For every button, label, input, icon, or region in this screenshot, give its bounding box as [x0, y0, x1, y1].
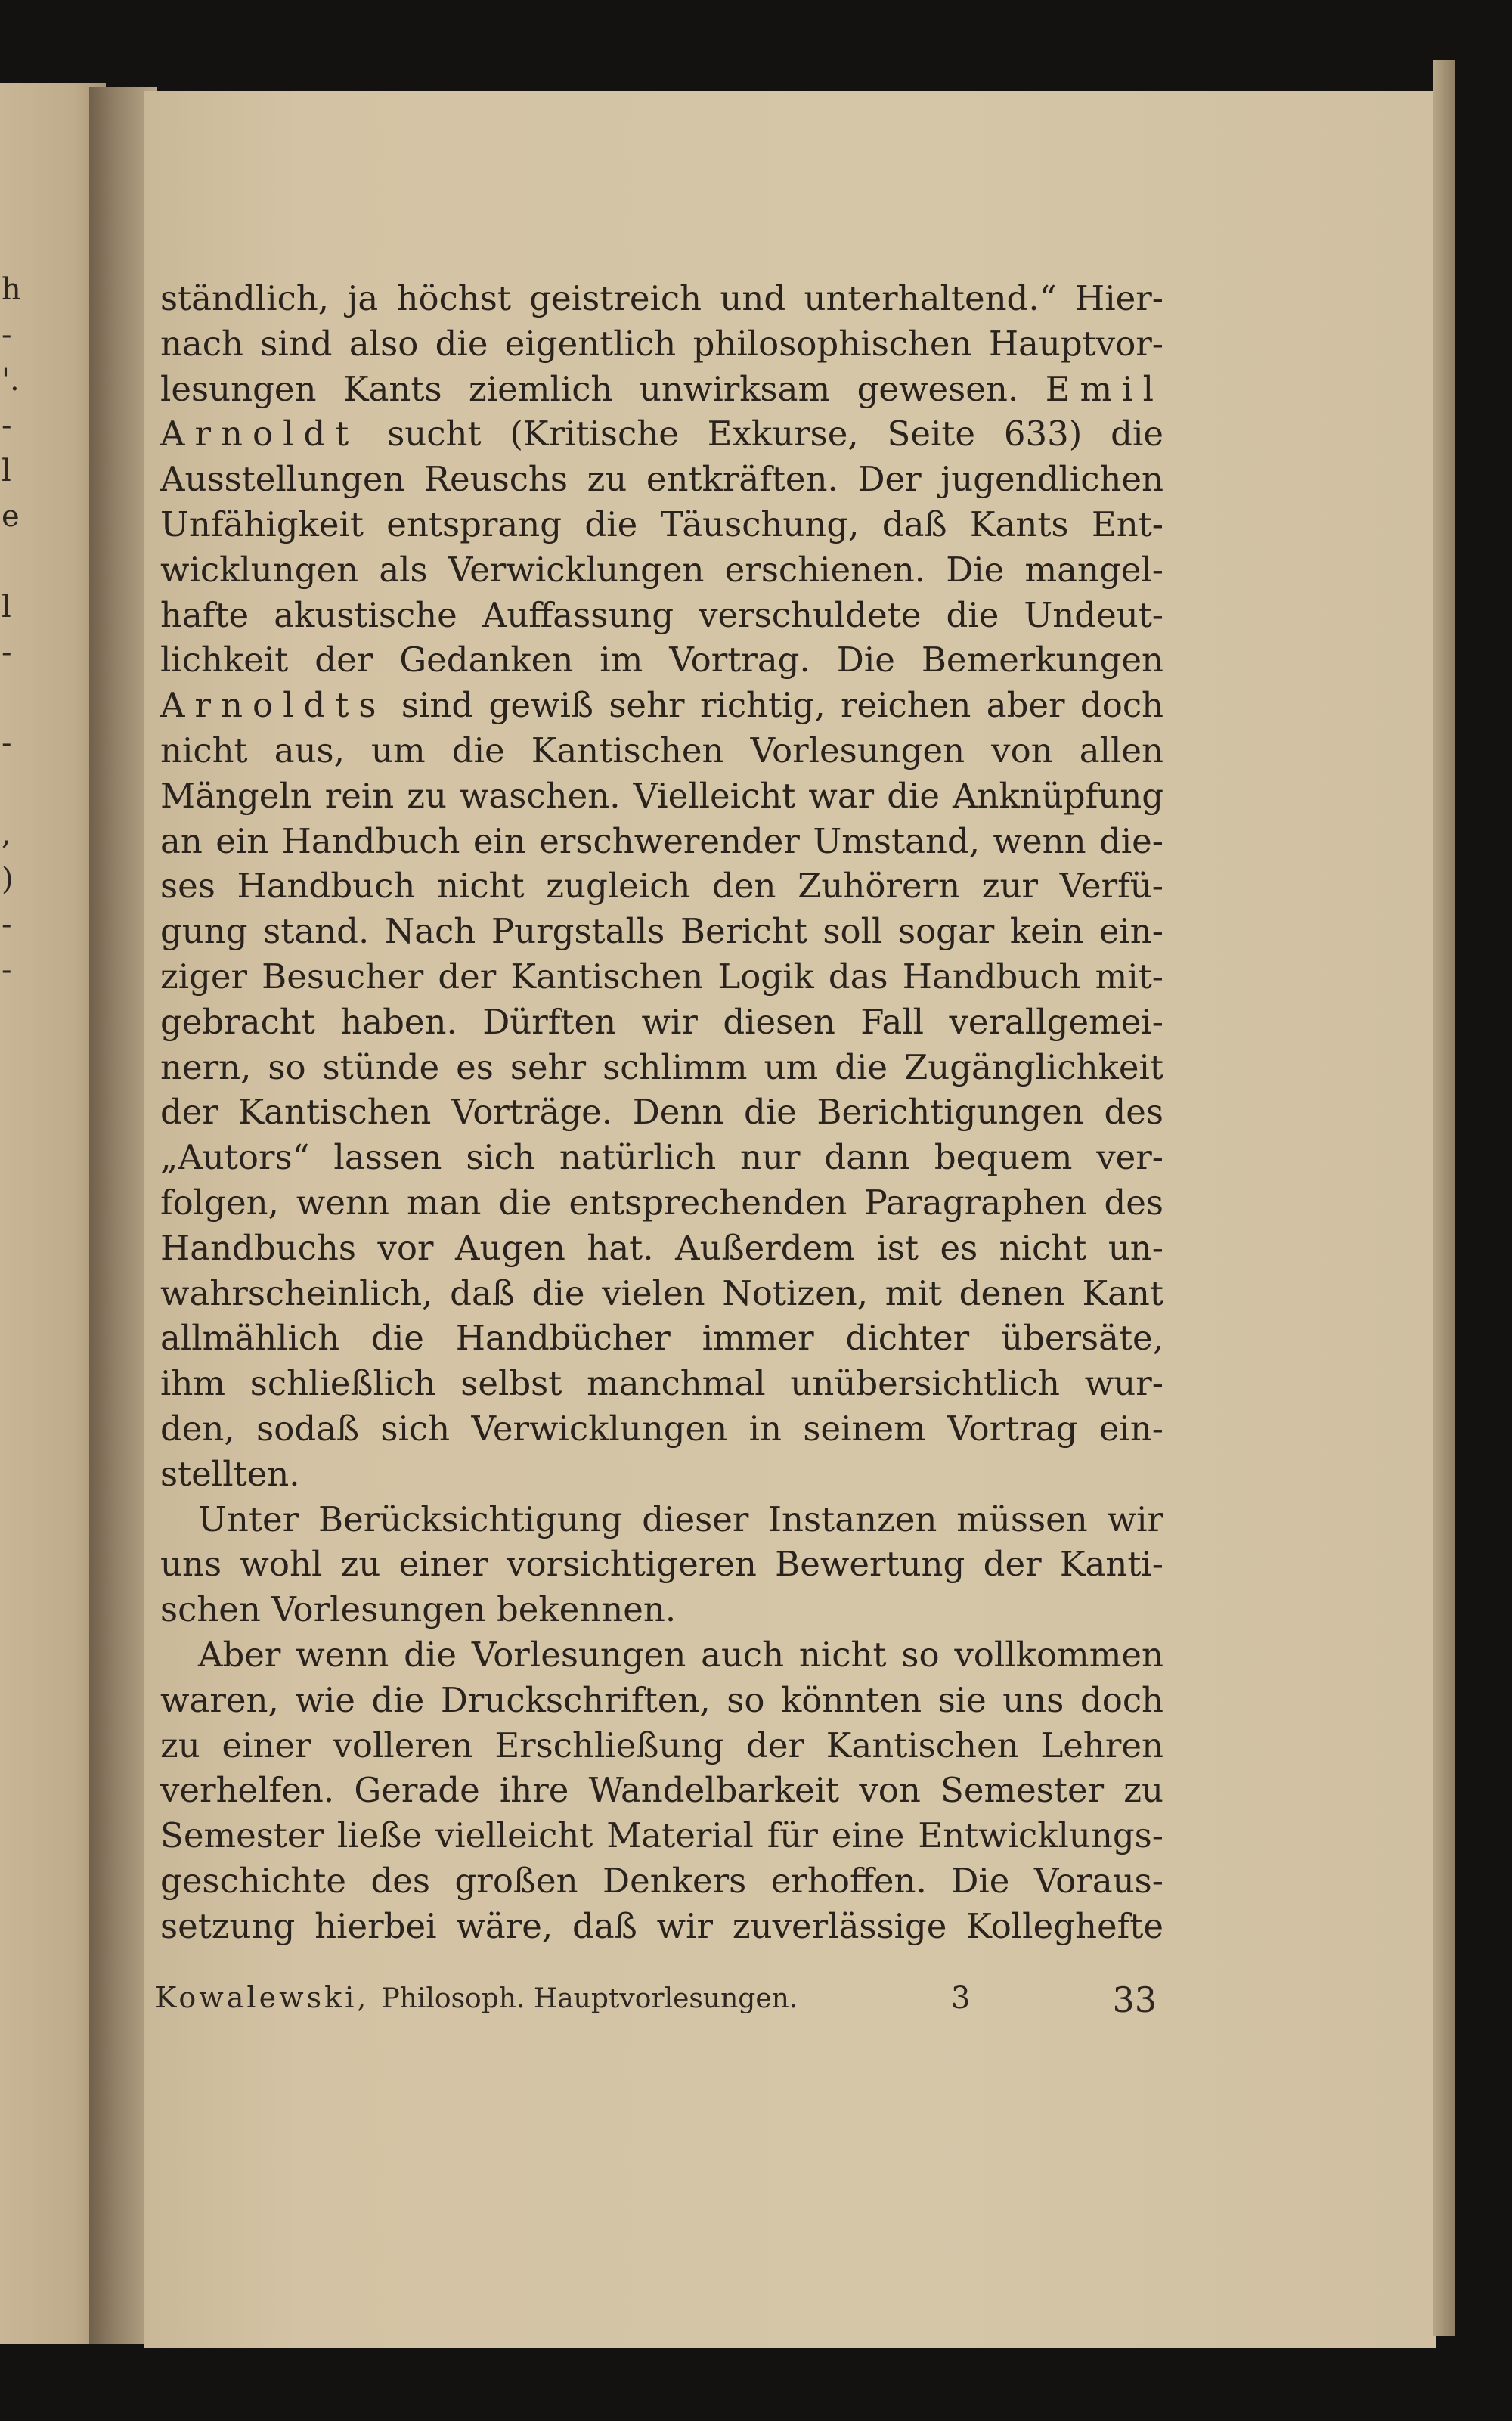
text-line: Semester ließe vielleicht Material für eine Entwicklungs-: [160, 1815, 1163, 1856]
facing-page-fragment: -: [2, 408, 12, 443]
spaced-name: Emil: [1045, 368, 1163, 409]
facing-page-fragment: ): [2, 862, 14, 897]
text-line: lesungen Kants ziemlich unwirksam gewesen. Emil: [160, 368, 1163, 409]
page-number: 33: [1112, 1979, 1157, 2020]
text-line: der Kantischen Vorträge. Denn die Berichtigungen des: [160, 1092, 1163, 1133]
text-line: allmählich die Handbücher immer dichter übersäte,: [160, 1318, 1163, 1359]
facing-page-fragment: ,: [2, 817, 11, 851]
text-line: verhelfen. Gerade ihre Wandelbarkeit von Semester zu: [160, 1770, 1163, 1811]
facing-page-fragment: -: [2, 635, 12, 670]
page-edge: [1433, 60, 1455, 2336]
facing-page-fragment: -: [2, 726, 12, 761]
facing-page-fragment: h: [2, 272, 21, 307]
facing-page-fragment: l: [2, 590, 11, 625]
text-line: ses Handbuch nicht zugleich den Zuhörern zur Verfü-: [160, 866, 1163, 907]
text-line: Unter Berücksichtigung dieser Instanzen müssen wir: [198, 1499, 1163, 1539]
text-line: Arnoldts sind gewiß sehr richtig, reichen aber doch: [160, 685, 1163, 726]
text-line: Arnoldt sucht (Kritische Exkurse, Seite 633) die: [160, 414, 1163, 454]
text-line: an ein Handbuch ein erschwerender Umstand, wenn die-: [160, 820, 1163, 861]
text-line: schen Vorlesungen bekennen.: [160, 1589, 677, 1630]
text-line: stellten.: [160, 1453, 300, 1494]
text-line: zu einer volleren Erschließung der Kantischen Lehren: [160, 1725, 1163, 1765]
text-line: geschichte des großen Denkers erhoffen. Die Voraus-: [160, 1860, 1163, 1901]
text-line: den, sodaß sich Verwicklungen in seinem Vortrag ein-: [160, 1408, 1163, 1449]
text-line: nern, so stünde es sehr schlimm um die Zugänglichkeit: [160, 1046, 1163, 1087]
text-line: uns wohl zu einer vorsichtigeren Bewertung der Kanti-: [160, 1544, 1163, 1585]
facing-page-fragment: '.: [2, 363, 20, 398]
text-line: nicht aus, um die Kantischen Vorlesungen von allen: [160, 730, 1163, 770]
facing-page-fragment: -: [2, 318, 12, 352]
text-line: wahrscheinlich, daß die vielen Notizen, mit denen Kant: [160, 1272, 1163, 1313]
text-line: Aber wenn die Vorlesungen auch nicht so vollkommen: [198, 1634, 1163, 1675]
text-line: ziger Besucher der Kantischen Logik das Handbuch mit-: [160, 956, 1163, 997]
spaced-name: Arnoldts: [160, 685, 386, 726]
text-line: gung stand. Nach Purgstalls Bericht soll sogar kein ein-: [160, 911, 1163, 952]
facing-page-fragment: l: [2, 454, 11, 488]
text-line: nach sind also die eigentlich philosophischen Hauptvor-: [160, 323, 1163, 364]
text-line: gebracht haben. Dürften wir diesen Fall verallgemei-: [160, 1001, 1163, 1042]
text-line: Handbuchs vor Augen hat. Außerdem ist es nicht un-: [160, 1227, 1163, 1268]
text-line: Unfähigkeit entsprang die Täuschung, daß Kants Ent-: [160, 504, 1163, 544]
text-line: Ausstellungen Reuschs zu entkräften. Der jugendlichen: [160, 459, 1163, 500]
footer-author: Kowalewski, Philosoph. Hauptvorlesungen.: [155, 1981, 798, 2014]
text-line: setzung hierbei wäre, daß wir zuverlässige Kolleghefte: [160, 1905, 1163, 1946]
text-line: „Autors“ lassen sich natürlich nur dann bequem ver-: [160, 1137, 1163, 1178]
text-line: Mängeln rein zu waschen. Vielleicht war die Anknüpfung: [160, 775, 1163, 816]
text-line: wicklungen als Verwicklungen erschienen. Die mangel-: [160, 549, 1163, 590]
footer-title: Philosoph. Hauptvorlesungen.: [381, 1983, 798, 2014]
text-line: hafte akustische Auffassung verschuldete die Undeut-: [160, 594, 1163, 635]
signature-mark: 3: [951, 1981, 971, 2016]
spaced-name: Arnoldt: [160, 414, 359, 454]
facing-page-fragment: -: [2, 907, 12, 942]
text-line: ihm schließlich selbst manchmal unübersichtlich wur-: [160, 1363, 1163, 1404]
text-line: folgen, wenn man die entsprechenden Paragraphen des: [160, 1182, 1163, 1223]
facing-page-fragment: -: [2, 953, 12, 987]
text-line: waren, wie die Druckschriften, so könnten sie uns doch: [160, 1679, 1163, 1720]
facing-page-fragment: e: [2, 499, 20, 534]
text-line: ständlich, ja höchst geistreich und unterhaltend.“ Hier-: [160, 278, 1163, 318]
body-text: [160, 276, 1163, 1948]
page-footer: [155, 1981, 1157, 2026]
text-line: lichkeit der Gedanken im Vortrag. Die Bemerkungen: [160, 640, 1163, 680]
